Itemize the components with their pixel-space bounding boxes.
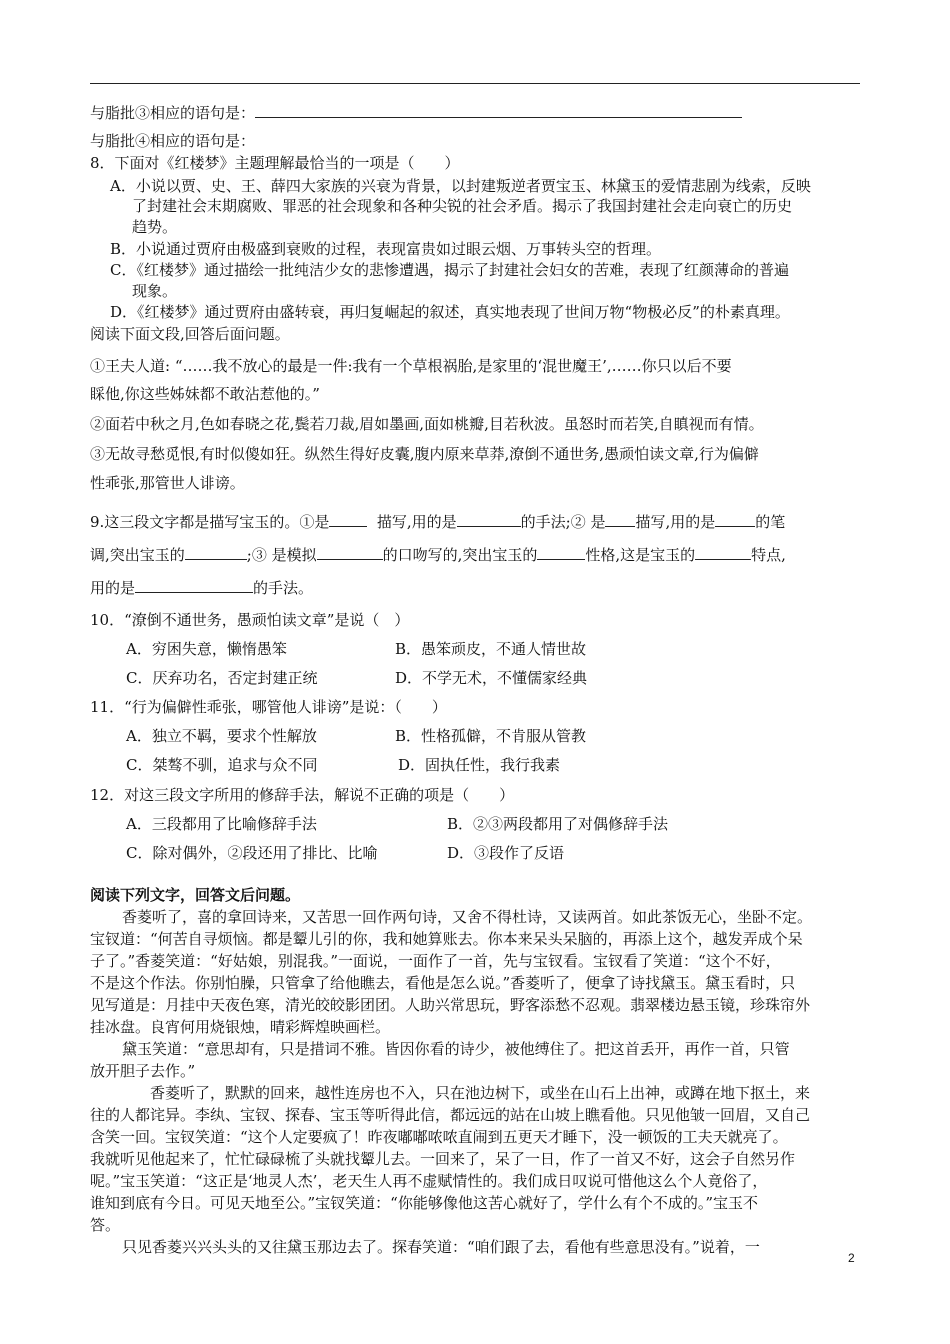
passage2-line: 答。 [90,1216,121,1234]
answer-blank[interactable] [715,512,755,527]
q10-option-b: B．愚笨顽皮，不通人情世故 [395,640,587,658]
q12-stem: 12．对这三段文字所用的修辞手法，解说不正确的项是（ ） [90,786,515,804]
passage1-p1-line1: ①王夫人道: “……我不放心的最是一件:我有一个草根祸胎,是家里的‘混世魔王’,……你只以后不要 [90,357,732,375]
passage2-line: 含笑一回。宝钗笑道：“这个人定要疯了！昨夜嘟嘟哝哝直闹到五更天才睡下，没一顿饭的工夫天就亮了。 [90,1128,788,1146]
q12-option-b: B．②③两段都用了对偶修辞手法 [447,815,669,833]
header-rule [90,83,860,84]
answer-blank[interactable] [329,512,367,527]
passage1-intro: 阅读下面文段,回答后面问题。 [90,325,290,343]
passage2-line: 宝钗道：“何苦自寻烦恼。都是颦儿引的你，我和她算账去。你本来呆头呆脑的，再添上这个，越发弄成个呆 [90,930,803,948]
passage2-line: 见写道是：月挂中天夜色寒，清光皎皎影团团。人助兴常思玩，野客添愁不忍观。翡翠楼边悬玉镜，珍珠帘外 [90,996,811,1014]
passage2-heading: 阅读下列文字，回答文后问题。 [90,886,301,904]
q8-option-a-line3: 趋势。 [132,218,178,236]
passage2-line: 挂冰盘。良宵何用烧银烛，晴彩辉煌映画栏。 [90,1018,391,1036]
answer-blank[interactable] [537,545,585,560]
q11-option-d: D．固执任性，我行我素 [398,756,561,774]
q7-line4: 与脂批④相应的语句是： [90,132,256,150]
passage2-line: 我就听见他起来了，忙忙碌碌梳了头就找颦儿去。一回来了，呆了一日，作了一首又不好，这会子自然另作 [90,1150,796,1168]
answer-blank[interactable] [457,512,521,527]
answer-blank[interactable] [185,545,247,560]
passage2-line: 黛玉笑道：“意思却有，只是措词不雅。皆因你看的诗少，被他缚住了。把这首丢开，再作一首，只管 [122,1040,790,1058]
q11-option-b: B．性格孤僻，不肯服从管教 [395,727,587,745]
q7-line3 [90,103,742,123]
q7-line3-label: 与脂批③相应的语句是： [90,104,256,122]
passage1-p2: ②面若中秋之月,色如春晓之花,鬓若刀裁,眉如墨画,面如桃瓣,目若秋波。虽怒时而若笑,自瞋视而有情。 [90,415,764,433]
q8-option-c-line1: C．《红楼梦》通过描绘一批纯洁少女的悲惨遭遇，揭示了封建社会妇女的苦难，表现了红颜薄命的普遍 [110,261,789,279]
q8-option-a-line1: A．小说以贾、史、王、薛四大家族的兴衰为背景，以封建叛逆者贾宝玉、林黛玉的爱情悲剧为线索，反映 [110,177,811,195]
passage2-line: 只见香菱兴兴头头的又往黛玉那边去了。探春笑道：“咱们跟了去，看他有些意思没有。”说着，一 [122,1238,760,1256]
page-number: 2 [848,1251,855,1265]
passage2-line: 香菱听了，喜的拿回诗来，又苦思一回作两句诗，又舍不得杜诗，又读两首。如此茶饭无心，坐卧不定。 [122,908,813,926]
q12-option-c: C．除对偶外，②段还用了排比、比喻 [126,844,378,862]
q8-option-c-line2: 现象。 [132,282,178,300]
passage1-p1-line2: 睬他,你这些姊妹都不敢沾惹他的。” [90,385,320,403]
q12-option-a: A．三段都用了比喻修辞手法 [126,815,317,833]
q10-option-a: A．穷困失意，懒惰愚笨 [126,640,287,658]
passage2-line: 往的人都诧异。李纨、宝钗、探春、宝玉等听得此信，都远远的站在山坡上瞧看他。只见他皱一回眉，又自己 [90,1106,811,1124]
passage2-line: 放开胆子去作。” [90,1062,196,1080]
q10-stem: 10．“潦倒不通世务，愚顽怕读文章”是说（ ） [90,611,410,629]
q8-option-b: B．小说通过贾府由极盛到衰败的过程，表现富贵如过眼云烟、万事转头空的哲理。 [110,240,662,258]
q9-line3: 用的是 的手法。 [90,579,314,597]
q8-option-d: D．《红楼梦》通过贾府由盛转衰，再归复崛起的叙述，真实地表现了世间万物“物极必反”的朴素真理。 [110,303,790,321]
passage2-line: 子了。”香菱笑道：“好姑娘，别混我。”一面说，一面作了一首，先与宝钗看。宝钗看了笑道：“这个不好， [90,952,781,970]
answer-blank[interactable] [695,545,751,560]
passage1-p3-line1: ③无故寻愁觅恨,有时似傻如狂。纵然生得好皮囊,腹内原来草莽,潦倒不通世务,愚顽怕读文章,行为偏僻 [90,445,759,463]
answer-blank[interactable] [255,103,742,118]
passage2-line: 谁知到底有今日。可见天地至公。”宝钗笑道：“你能够像他这苦心就好了，学什么有个不成的。”宝玉不 [90,1194,759,1212]
q8-option-a-line2: 了封建社会末期腐败、罪恶的社会现象和各种尖锐的社会矛盾。揭示了我国封建社会走向衰亡的历史 [132,197,793,215]
q8-stem: 8．下面对《红楼梦》主题理解最恰当的一项是（ ） [90,154,460,172]
passage2-line: 不是这个作法。你别怕臊，只管拿了给他瞧去，看他是怎么说。”香菱听了，便拿了诗找黛玉。黛玉看时，只 [90,974,796,992]
q11-stem: 11．“行为偏僻性乖张，哪管他人诽谤”是说：（ ） [90,698,447,716]
q11-option-a: A．独立不羁，要求个性解放 [126,727,317,745]
passage2-line: 呢。”宝玉笑道：“这正是‘地灵人杰’，老天生人再不虚赋情性的。我们成日叹说可惜他这么个人竟俗了， [90,1172,768,1190]
answer-blank[interactable] [605,512,635,527]
passage1-p3-line2: 性乖张,那管世人诽谤。 [90,474,245,492]
q11-option-c: C．桀骜不驯，追求与众不同 [126,756,318,774]
q12-option-d: D．③段作了反语 [447,844,565,862]
q10-option-c: C．厌弃功名，否定封建正统 [126,669,318,687]
q9-line1: 9.这三段文字都是描写宝玉的。①是 描写,用的是 的手法;② 是 描写,用的是 的笔 [90,513,786,531]
passage2-line: 香菱听了，默默的回来，越性连房也不入，只在池边树下，或坐在山石上出神，或蹲在地下抠土，来 [150,1084,811,1102]
answer-blank[interactable] [317,545,383,560]
q10-option-d: D．不学无术，不懂儒家经典 [395,669,588,687]
q9-line2: 调,突出宝玉的 ;③ 是模拟 的口吻写的,突出宝玉的 性格,这是宝玉的 特点, [90,546,786,564]
answer-blank[interactable] [135,578,253,593]
